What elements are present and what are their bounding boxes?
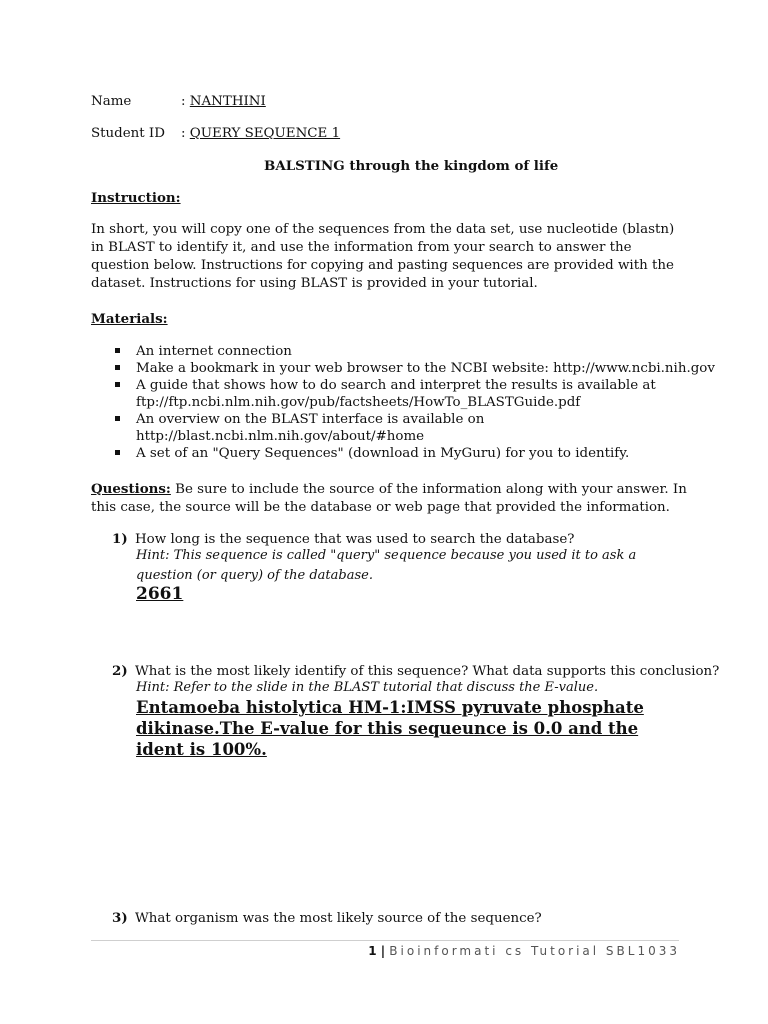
question-2-answer: Entamoeba histolytica HM-1:IMSS pyruvate phosphate dikinase.The E-value for this sequeunce is 0.0 and the ident is 100%. [136, 698, 644, 759]
question-2-hint: Hint: Refer to the slide in the BLAST tutorial that discuss the E-value. [136, 680, 599, 695]
student-id-value: QUERY SEQUENCE 1 [189, 126, 341, 141]
name-field [181, 94, 266, 110]
question-1-hint: Hint: This sequence is called "query" sequence because you used it to ask a question (or query) of the database. [136, 548, 637, 583]
materials-heading: Materials: [91, 311, 168, 327]
instruction-body: In short, you will copy one of the sequences from the data set, use nucleotide (blastn) in BLAST to identify it, and use the information from your search to answer the question below. Instructions for copying and pasting sequences are provided with the dataset. Instructions for using BLAST is provided in your tutorial. [91, 222, 675, 291]
student-id-field [181, 126, 340, 142]
bullet-square-icon [115, 382, 120, 387]
name-value: NANTHINI [189, 94, 266, 109]
questions-intro [91, 480, 691, 517]
question-number: 3) [112, 910, 128, 926]
list-item: Make a bookmark in your web browser to the NCBI website: http://www.ncbi.nih.gov [113, 360, 715, 377]
student-id-label: Student ID [91, 126, 165, 141]
bullet-square-icon [115, 450, 120, 455]
page-footer [368, 944, 680, 958]
list-item: A set of an "Query Sequences" (download in MyGuru) for you to identify. [113, 445, 715, 462]
materials-list [113, 343, 715, 462]
question-number: 2) [112, 663, 128, 679]
question-text: What is the most likely identify of this sequence? What data supports this conclusion? [135, 664, 720, 679]
page-number: 1 [368, 944, 377, 958]
name-separator: : [181, 94, 190, 109]
question-text: How long is the sequence that was used to search the database? [135, 532, 575, 547]
footer-separator: | [376, 944, 390, 958]
student-id-separator: : [181, 126, 190, 141]
footer-text: Bioinformati cs Tutorial SBL1033 [389, 944, 680, 958]
bullet-square-icon [115, 416, 120, 421]
question-text: What organism was the most likely source of the sequence? [135, 911, 542, 926]
list-item: A guide that shows how to do search and interpret the results is available at ftp://ftp.ncbi.nlm.nih.gov/pub/factsheets/HowTo_BLASTGuide.pdf [113, 377, 715, 411]
list-item: An overview on the BLAST interface is available on http://blast.ncbi.nlm.nih.gov/about/#home [113, 411, 715, 445]
bullet-square-icon [115, 348, 120, 353]
bullet-square-icon [115, 365, 120, 370]
questions-heading: Questions: [91, 481, 171, 497]
question-number: 1) [112, 531, 128, 547]
questions-intro-text: Be sure to include the source of the information along with your answer. In this case, the source will be the database or web page that provided the information. [91, 482, 687, 515]
question-3 [112, 910, 542, 927]
instruction-heading: Instruction: [91, 190, 181, 206]
document-title: BALSTING through the kingdom of life [264, 158, 559, 174]
name-label: Name [91, 94, 132, 109]
list-item: An internet connection [113, 343, 715, 360]
footer-divider [91, 940, 679, 941]
question-1-answer: 2661 [136, 584, 184, 604]
